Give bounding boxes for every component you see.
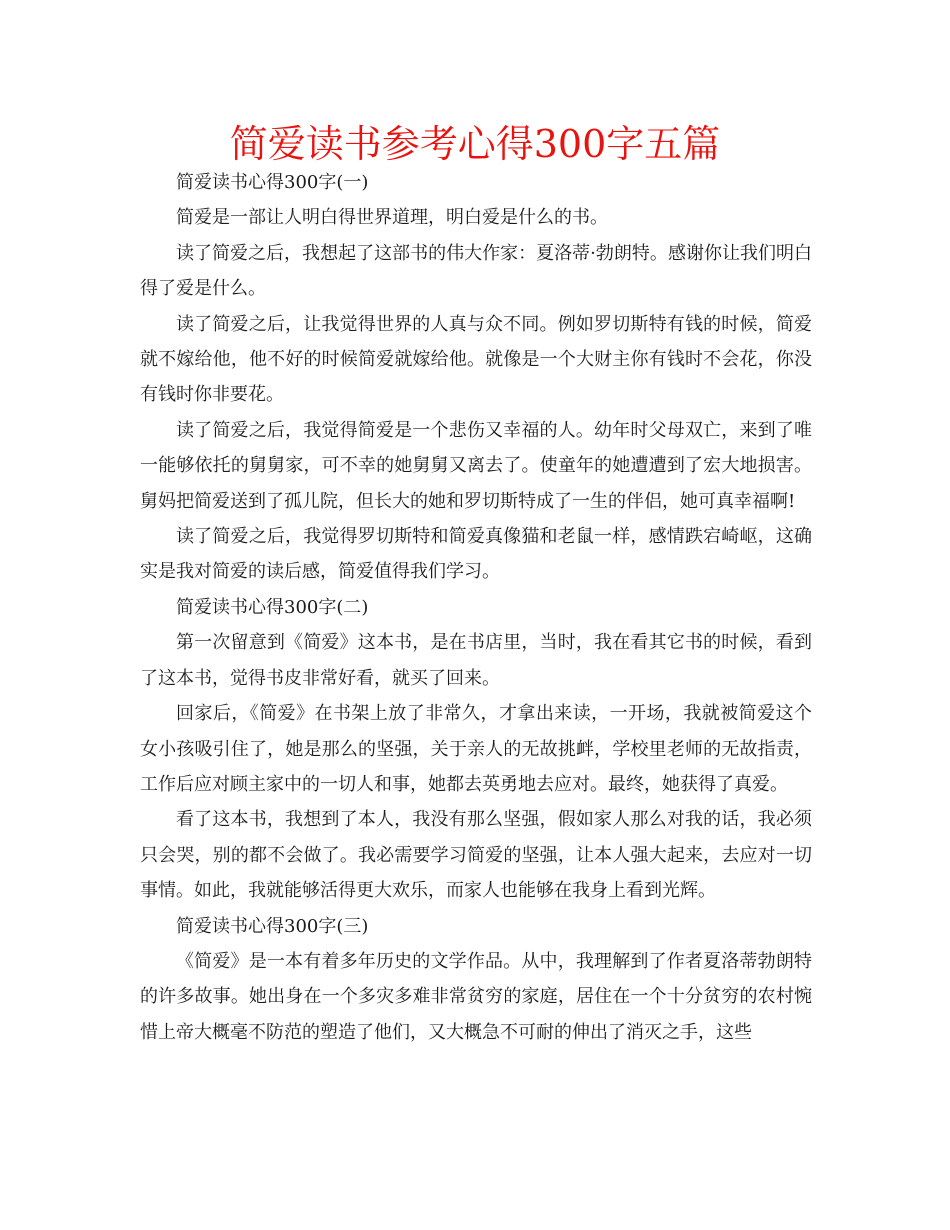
section-heading-3: 简爱读书心得300字(三): [176, 915, 369, 937]
section-heading-2: 简爱读书心得300字(二): [176, 596, 369, 618]
paragraph: 看了这本书，我想到了本人，我没有那么坚强，假如家人那么对我的话，我必须只会哭，别的都不会做了。我必需要学习简爱的坚强，让本人强大起来，去应对一切事情。如此，我就能够活得更大欢乐，而家人也能够在我身上看到光辉。: [140, 809, 812, 902]
paragraph: 读了简爱之后，让我觉得世界的人真与众不同。例如罗切斯特有钱的时候，简爱就不嫁给他，他不好的时候简爱就嫁给他。就像是一个大财主你有钱时不会花，你没有钱时你非要花。: [140, 313, 812, 406]
document-body: [140, 165, 812, 1050]
paragraph: 第一次留意到《简爱》这本书，是在书店里，当时，我在看其它书的时候，看到了这本书，觉得书皮非常好看，就买了回来。: [140, 632, 812, 689]
paragraph: 《简爱》是一本有着多年历史的文学作品。从中，我理解到了作者夏洛蒂勃朗特的许多故事。她出身在一个多灾多难非常贫穷的家庭，居住在一个十分贫穷的农村惋惜上帝大概毫不防范的塑造了他们，又大概急不可耐的伸出了消灭之手，这些: [140, 950, 812, 1043]
document-title: 简爱读书参考心得300字五篇: [229, 122, 721, 166]
paragraph: 读了简爱之后，我想起了这部书的伟大作家：夏洛蒂·勃朗特。感谢你让我们明白得了爱是什么。: [140, 242, 812, 300]
paragraph: 读了简爱之后，我觉得简爱是一个悲伤又幸福的人。幼年时父母双亡，来到了唯一能够依托的舅舅家，可不幸的她舅舅又离去了。使童年的她遭遭到了宏大地损害。舅妈把简爱送到了孤儿院，但长大的她和罗切斯特成了一生的伴侣，她可真幸福啊!: [140, 419, 812, 512]
paragraph: 简爱是一部让人明白得世界道理，明白爱是什么的书。: [176, 207, 608, 229]
paragraph: 读了简爱之后，我觉得罗切斯特和简爱真像猫和老鼠一样，感情跌宕崎岖，这确实是我对简爱的读后感，简爱值得我们学习。: [140, 526, 812, 583]
section-heading-1: 简爱读书心得300字(一): [176, 172, 369, 193]
paragraph: 回家后，《简爱》在书架上放了非常久，才拿出来读，一开场，我就被简爱这个女小孩吸引住了，她是那么的坚强，关于亲人的无故挑衅，学校里老师的无故指责，工作后应对顾主家中的一切人和事，她都去英勇地去应对。最终，她获得了真爱。: [140, 703, 812, 795]
